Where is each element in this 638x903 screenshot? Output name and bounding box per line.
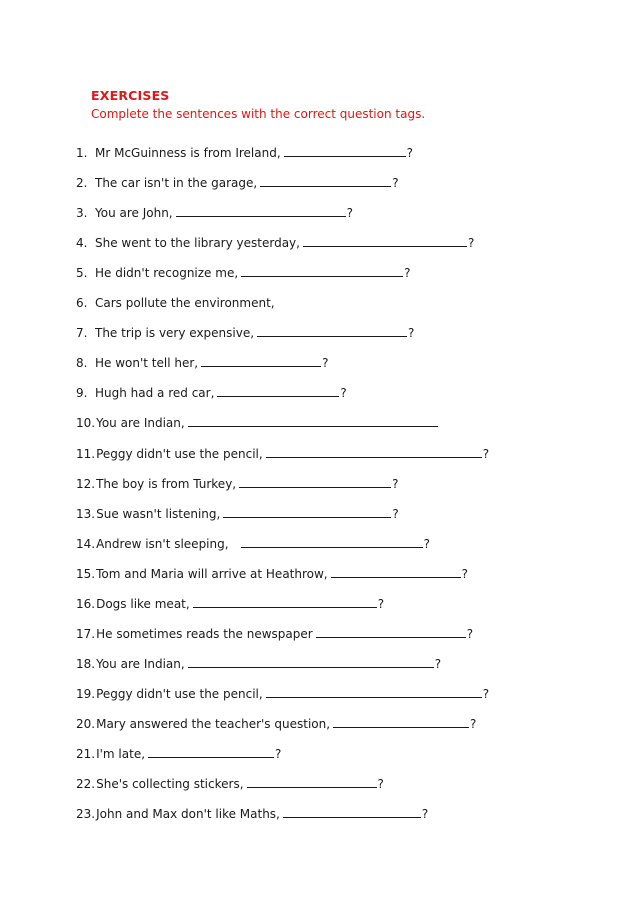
exercise-sentence: Sue wasn't listening, [96, 506, 221, 521]
answer-blank[interactable] [260, 174, 391, 187]
exercise-number: 15. [76, 566, 96, 581]
answer-blank[interactable] [188, 414, 438, 427]
exercise-sentence: I'm late, [96, 747, 146, 761]
exercises-instruction: Complete the sentences with the correct question tags. [91, 107, 426, 121]
question-mark: ? [392, 476, 399, 491]
exercise-number: 19. [76, 686, 96, 701]
exercise-item [76, 294, 275, 312]
exercise-item [76, 174, 399, 192]
exercise-item [76, 505, 399, 523]
exercise-number: 1. [76, 146, 88, 160]
question-mark: ? [406, 146, 414, 160]
exercise-number: 13. [76, 506, 96, 521]
exercise-item [76, 745, 281, 763]
exercise-item [76, 475, 398, 493]
question-mark: ? [340, 386, 347, 401]
answer-blank[interactable] [331, 565, 461, 578]
question-mark: ? [377, 777, 384, 792]
exercise-sentence: He didn't recognize me, [95, 266, 239, 281]
answer-blank[interactable] [217, 384, 339, 397]
exercise-number: 6. [76, 296, 88, 311]
exercise-number: 2. [76, 176, 88, 191]
answer-blank[interactable] [201, 354, 321, 367]
exercise-item [76, 324, 414, 342]
answer-blank[interactable] [283, 805, 421, 818]
exercise-sentence: She went to the library yesterday, [95, 236, 300, 251]
exercise-number: 5. [76, 266, 88, 281]
question-mark: ? [421, 807, 429, 822]
question-mark: ? [461, 566, 468, 581]
exercise-number: 9. [76, 386, 88, 401]
exercise-sentence: The trip is very expensive, [95, 326, 255, 341]
answer-blank[interactable] [266, 445, 482, 458]
exercise-sentence: Andrew isn't sleeping, [96, 536, 229, 551]
exercise-item [76, 445, 489, 463]
answer-blank[interactable] [257, 324, 407, 337]
exercise-number: 16. [76, 596, 96, 611]
answer-blank[interactable] [193, 595, 377, 608]
answer-blank[interactable] [239, 475, 391, 488]
question-mark: ? [346, 206, 353, 221]
question-mark: ? [482, 446, 490, 461]
exercise-sentence: John and Max don't like Maths, [96, 807, 280, 822]
exercise-sentence: He won't tell her, [95, 356, 199, 371]
exercise-item [76, 234, 474, 252]
exercise-item [76, 354, 328, 372]
exercise-sentence: Mary answered the teacher's question, [96, 716, 331, 731]
exercise-sentence: She's collecting stickers, [96, 777, 244, 792]
exercise-item [76, 775, 384, 793]
exercise-sentence: Cars pollute the environment, [95, 296, 275, 311]
exercise-sentence: You are Indian, [96, 416, 185, 431]
exercise-number: 7. [76, 326, 88, 341]
exercise-number: 8. [76, 356, 88, 371]
exercise-number: 18. [76, 656, 96, 671]
answer-blank[interactable] [303, 234, 467, 247]
exercise-number: 21. [76, 747, 96, 761]
exercise-item [76, 535, 430, 553]
exercise-sentence: You are Indian, [96, 656, 185, 671]
question-mark: ? [392, 506, 399, 521]
question-mark: ? [275, 747, 282, 761]
exercise-sentence: Peggy didn't use the pencil, [96, 686, 263, 701]
exercise-number: 22. [76, 777, 96, 792]
exercise-item [76, 655, 441, 673]
question-mark: ? [466, 626, 474, 641]
exercise-number: 10. [76, 416, 96, 431]
exercise-sentence: Dogs like meat, [96, 596, 190, 611]
exercise-number: 14. [76, 536, 96, 551]
exercise-sentence: Tom and Maria will arrive at Heathrow, [96, 566, 328, 581]
answer-blank[interactable] [266, 685, 482, 698]
answer-blank[interactable] [241, 264, 403, 277]
question-mark: ? [423, 536, 430, 551]
answer-blank[interactable] [316, 625, 466, 638]
exercise-item [76, 595, 384, 613]
question-mark: ? [470, 716, 477, 731]
answer-blank[interactable] [148, 745, 274, 758]
answer-blank[interactable] [188, 655, 434, 668]
question-mark: ? [408, 326, 415, 341]
exercise-number: 11. [76, 446, 96, 461]
exercises-heading: EXERCISES [91, 88, 170, 103]
exercise-sentence: The car isn't in the garage, [95, 176, 258, 191]
exercise-item [76, 625, 473, 643]
answer-blank[interactable] [247, 775, 377, 788]
exercise-sentence: Peggy didn't use the pencil, [96, 446, 263, 461]
exercise-number: 12. [76, 476, 96, 491]
exercise-number: 3. [76, 206, 88, 221]
exercise-item [76, 204, 353, 222]
question-mark: ? [322, 356, 329, 371]
exercise-number: 23. [76, 807, 96, 822]
question-mark: ? [392, 176, 399, 191]
exercise-number: 4. [76, 236, 88, 251]
exercise-item [76, 264, 411, 282]
question-mark: ? [467, 236, 475, 251]
exercise-sentence: Mr McGuinness is from Ireland, [95, 146, 281, 160]
exercise-item [76, 144, 413, 162]
exercise-number: 17. [76, 626, 96, 641]
question-mark: ? [377, 596, 385, 611]
exercise-sentence: He sometimes reads the newspaper [96, 626, 313, 641]
exercise-sentence: The boy is from Turkey, [96, 476, 237, 491]
answer-blank[interactable] [176, 204, 346, 217]
exercise-item [76, 685, 489, 703]
question-mark: ? [482, 686, 490, 701]
exercise-item [76, 565, 468, 583]
answer-blank[interactable] [284, 144, 406, 157]
exercise-sentence: Hugh had a red car, [95, 386, 215, 401]
exercise-number: 20. [76, 716, 96, 731]
question-mark: ? [434, 656, 442, 671]
exercise-item [76, 414, 438, 432]
answer-blank[interactable] [223, 505, 391, 518]
answer-blank[interactable] [241, 535, 423, 548]
exercise-item [76, 384, 347, 402]
exercise-item [76, 805, 428, 823]
question-mark: ? [404, 266, 411, 281]
answer-blank[interactable] [333, 715, 469, 728]
exercise-sentence: You are John, [95, 206, 173, 221]
exercise-item [76, 715, 476, 733]
